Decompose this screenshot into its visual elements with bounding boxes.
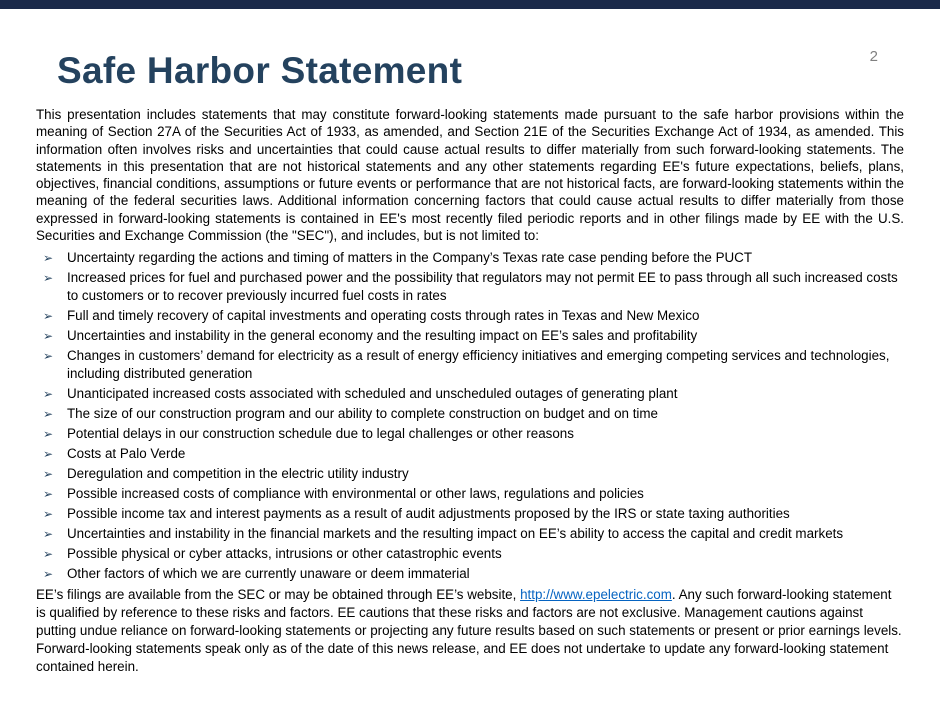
bullet-item — [36, 485, 904, 503]
epelectric-link[interactable]: http://www.epelectric.com — [520, 587, 672, 603]
bullet-item — [36, 445, 904, 463]
page-number: 2 — [869, 48, 878, 65]
bullet-text: The size of our construction program and our ability to complete construction on budget and on time — [67, 406, 659, 422]
closing-text-after-link: . Any such forward-looking statement is qualified by reference to these risks and factors. EE cautions that these risks and factors are not exclusive. Management cautions against putting undue reliance on forward-looking statements or projecting any future results based on such statements or present or prior earnings levels. Forward-looking statements speak only as of the date of this news release, and EE does not undertake to update any forward-looking statement contained herein. — [36, 587, 902, 675]
arrow-bullet-icon: ➢ — [43, 467, 54, 482]
arrow-bullet-icon: ➢ — [43, 447, 54, 462]
bullet-text: Costs at Palo Verde — [67, 446, 186, 462]
closing-paragraph — [36, 586, 904, 676]
arrow-bullet-icon: ➢ — [43, 349, 54, 364]
arrow-bullet-icon: ➢ — [43, 427, 54, 442]
bullet-item — [36, 385, 904, 403]
bullet-text: Other factors of which we are currently unaware or deem immaterial — [67, 566, 470, 582]
arrow-bullet-icon: ➢ — [43, 309, 54, 324]
bullet-item — [36, 465, 904, 483]
top-accent-bar — [0, 0, 940, 9]
arrow-bullet-icon: ➢ — [43, 407, 54, 422]
slide-title: Safe Harbor Statement — [57, 50, 463, 91]
arrow-bullet-icon: ➢ — [43, 547, 54, 562]
arrow-bullet-icon: ➢ — [43, 487, 54, 502]
bullet-text: Increased prices for fuel and purchased power and the possibility that regulators may not permit EE to pass through all such increased costs to customers or to recover previously incurred fuel costs in rates — [67, 270, 898, 304]
bullet-text: Full and timely recovery of capital investments and operating costs through rates in Texas and New Mexico — [67, 308, 700, 324]
bullet-text: Uncertainty regarding the actions and timing of matters in the Company’s Texas rate case pending before the PUCT — [67, 250, 753, 266]
bullet-item — [36, 307, 904, 325]
bullet-text: Unanticipated increased costs associated with scheduled and unscheduled outages of generating plant — [67, 386, 678, 402]
bullet-item — [36, 565, 904, 583]
bullet-item — [36, 405, 904, 423]
closing-text-before-link: EE’s filings are available from the SEC or may be obtained through EE’s website, — [36, 587, 521, 603]
bullet-text: Changes in customers’ demand for electricity as a result of energy efficiency initiatives and emerging competing services and technologies, including distributed generation — [67, 348, 890, 382]
arrow-bullet-icon: ➢ — [43, 387, 54, 402]
bullet-text: Possible increased costs of compliance with environmental or other laws, regulations and policies — [67, 486, 644, 502]
bullet-item — [36, 545, 904, 563]
bullet-item — [36, 425, 904, 443]
bullet-text: Uncertainties and instability in the financial markets and the resulting impact on EE’s ability to access the capital and credit markets — [67, 526, 844, 542]
bullet-text: Uncertainties and instability in the general economy and the resulting impact on EE’s sales and profitability — [67, 328, 698, 344]
arrow-bullet-icon: ➢ — [43, 507, 54, 522]
arrow-bullet-icon: ➢ — [43, 567, 54, 582]
slide-body — [36, 106, 904, 676]
bullet-item — [36, 347, 904, 383]
bullet-text: Deregulation and competition in the electric utility industry — [67, 466, 409, 482]
arrow-bullet-icon: ➢ — [43, 527, 54, 542]
arrow-bullet-icon: ➢ — [43, 271, 54, 286]
bullet-text: Potential delays in our construction schedule due to legal challenges or other reasons — [67, 426, 574, 442]
bullet-item — [36, 525, 904, 543]
bullet-item — [36, 327, 904, 345]
bullet-item — [36, 249, 904, 267]
intro-paragraph: This presentation includes statements that may constitute forward-looking statements made pursuant to the safe harbor provisions within the meaning of Section 27A of the Securities Act of 1933, as amended, and Section 21E of the Securities Exchange Act of 1934, as amended. This information often involves risks and uncertainties that could cause actual results to differ materially from such forward-looking statements. The statements in this presentation that are not historical statements and any other statements regarding EE's future expectations, beliefs, plans, objectives, financial conditions, assumptions or future events or performance that are not historical facts, are forward-looking statements within the meaning of the federal securities laws. Additional information concerning factors that could cause actual results to differ materially from those expressed in forward-looking statements is contained in EE's most recently filed periodic reports and in other filings made by EE with the U.S. Securities and Exchange Commission (the "SEC"), and includes, but is not limited to: — [36, 107, 904, 244]
bullet-item — [36, 269, 904, 305]
arrow-bullet-icon: ➢ — [43, 251, 54, 266]
bullet-item — [36, 505, 904, 523]
bullet-list — [36, 249, 904, 583]
arrow-bullet-icon: ➢ — [43, 329, 54, 344]
bullet-text: Possible physical or cyber attacks, intrusions or other catastrophic events — [67, 546, 502, 562]
bullet-text: Possible income tax and interest payments as a result of audit adjustments proposed by the IRS or state taxing authorities — [67, 506, 790, 522]
